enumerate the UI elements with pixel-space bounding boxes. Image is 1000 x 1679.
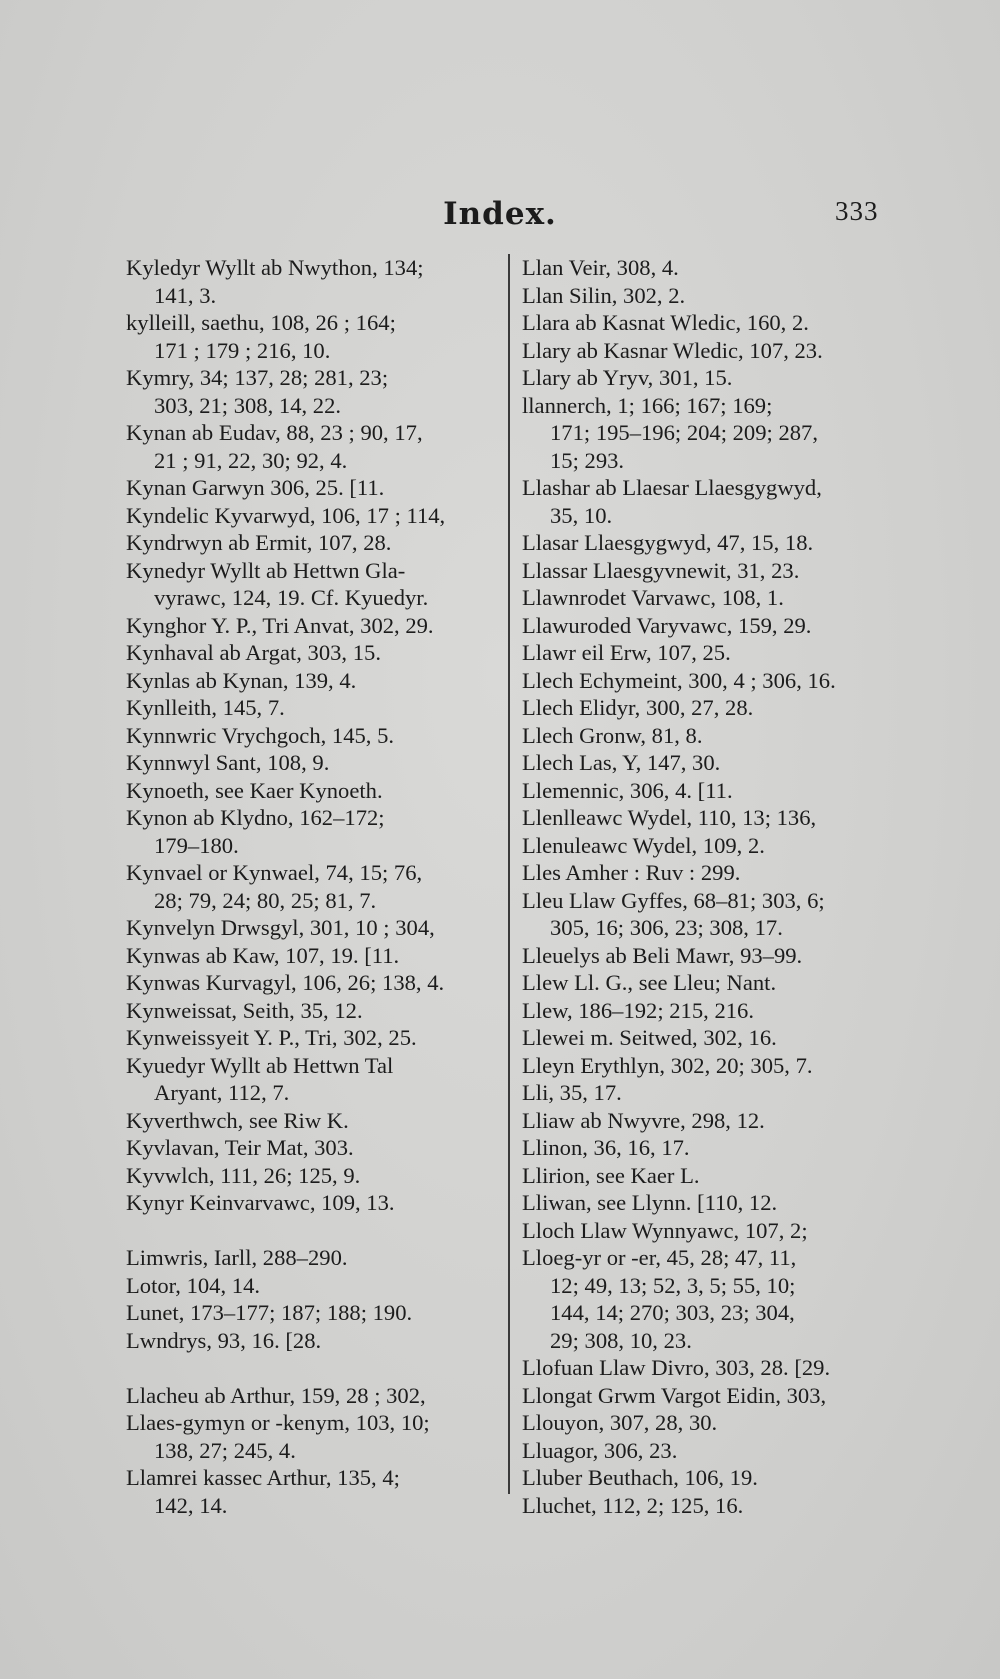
section-gap xyxy=(126,1354,492,1382)
index-entry-line: Lluagor, 306, 23. xyxy=(522,1437,678,1463)
index-entry-line: Lli, 35, 17. xyxy=(522,1080,622,1105)
index-entry-line: Llewei m. Seitwed, 302, 16. xyxy=(522,1025,777,1050)
index-entry xyxy=(522,364,894,392)
index-entry xyxy=(126,749,492,777)
index-entry xyxy=(126,804,492,859)
index-entry-line: Kynan Garwyn 306, 25. [11. xyxy=(126,475,385,500)
index-entry xyxy=(522,1409,894,1437)
index-entry-line: Kyvlavan, Teir Mat, 303. xyxy=(126,1135,354,1160)
index-entry-line: Kynwas Kurvagyl, 106, 26; 138, 4. xyxy=(126,970,445,995)
index-entry xyxy=(522,667,894,695)
index-entry-line: 21 ; 91, 22, 30; 92, 4. xyxy=(154,447,348,473)
index-entry-line: Llenlleawc Wydel, 110, 13; 136, xyxy=(522,805,817,830)
index-entry-line: Llech Gronw, 81, 8. xyxy=(522,722,703,748)
index-entry-line: Llofuan Llaw Divro, 303, 28. [29. xyxy=(522,1355,831,1380)
index-entry xyxy=(522,804,894,832)
index-entry-line: Kynweissyeit Y. P., Tri, 302, 25. xyxy=(126,1025,417,1050)
index-entry-line: Kynhaval ab Argat, 303, 15. xyxy=(126,640,381,665)
index-entry-line: Lleuelys ab Beli Mawr, 93–99. xyxy=(522,942,803,968)
index-entry xyxy=(522,1079,894,1107)
index-entry-line: Kynweissat, Seith, 35, 12. xyxy=(126,997,363,1023)
index-entry xyxy=(522,749,894,777)
index-entry-line: Kynnwric Vrychgoch, 145, 5. xyxy=(126,722,395,748)
index-entry-line: 138, 27; 245, 4. xyxy=(154,1437,296,1463)
index-entry-line: Lliwan, see Llynn. [110, 12. xyxy=(522,1190,778,1215)
index-entry xyxy=(522,859,894,887)
index-column-right xyxy=(522,254,894,1519)
index-entry-line: Llacheu ab Arthur, 159, 28 ; 302, xyxy=(126,1382,426,1408)
index-entry-line: 142, 14. xyxy=(154,1492,228,1518)
index-entry-line: 303, 21; 308, 14, 22. xyxy=(154,392,342,418)
index-entry xyxy=(126,914,492,942)
index-entry-line: 171; 195–196; 204; 209; 287, xyxy=(550,420,818,445)
index-entry xyxy=(522,474,894,529)
index-entry-line: Aryant, 112, 7. xyxy=(154,1080,290,1105)
index-entry-line: 29; 308, 10, 23. xyxy=(550,1327,692,1353)
index-column-left xyxy=(126,254,492,1519)
index-entry-line: Llirion, see Kaer L. xyxy=(522,1162,700,1188)
index-entry-line: Kymry, 34; 137, 28; 281, 23; xyxy=(126,365,389,390)
index-entry-line: Kynlas ab Kynan, 139, 4. xyxy=(126,667,357,693)
index-entry-line: Llech Las, Y, 147, 30. xyxy=(522,750,721,775)
index-entry-line: Kynvelyn Drwsgyl, 301, 10 ; 304, xyxy=(126,915,435,940)
index-entry-line: Llan Silin, 302, 2. xyxy=(522,282,686,308)
index-entry-line: 141, 3. xyxy=(154,282,217,308)
index-entry-line: Kynnwyl Sant, 108, 9. xyxy=(126,750,330,775)
index-entry-line: Llew Ll. G., see Lleu; Nant. xyxy=(522,970,777,995)
index-entry xyxy=(126,1052,492,1107)
index-entry xyxy=(126,502,492,530)
index-entry xyxy=(126,364,492,419)
index-entry-line: Llary ab Yryv, 301, 15. xyxy=(522,365,733,390)
column-divider xyxy=(508,254,510,1494)
index-entry-line: Kynyr Keinvarvawc, 109, 13. xyxy=(126,1190,395,1215)
index-entry xyxy=(126,722,492,750)
index-entry-line: Llaes-gymyn or -kenym, 103, 10; xyxy=(126,1410,430,1435)
index-entry xyxy=(522,612,894,640)
index-entry xyxy=(522,1024,894,1052)
index-entry xyxy=(522,1437,894,1465)
index-entry-line: Llawuroded Varyvawc, 159, 29. xyxy=(522,612,812,638)
index-entry xyxy=(126,667,492,695)
index-entry xyxy=(522,1052,894,1080)
index-entry-line: 305, 16; 306, 23; 308, 17. xyxy=(550,915,783,940)
index-entry-line: Llenuleawc Wydel, 109, 2. xyxy=(522,832,765,858)
index-entry-line: 179–180. xyxy=(154,832,239,858)
index-entry xyxy=(522,997,894,1025)
index-entry xyxy=(126,1024,492,1052)
index-entry xyxy=(522,584,894,612)
index-entry-line: Kyuedyr Wyllt ab Hettwn Tal xyxy=(126,1052,394,1078)
index-entry xyxy=(126,942,492,970)
index-entry-line: Lloeg-yr or -er, 45, 28; 47, 11, xyxy=(522,1245,797,1270)
index-entry-line: Llouyon, 307, 28, 30. xyxy=(522,1410,718,1435)
index-entry-line: Kynedyr Wyllt ab Hettwn Gla- xyxy=(126,557,406,583)
index-entry xyxy=(126,1107,492,1135)
index-entry xyxy=(522,392,894,475)
index-entry xyxy=(126,997,492,1025)
index-entry xyxy=(522,1382,894,1410)
index-entry xyxy=(126,1464,492,1519)
index-entry xyxy=(522,969,894,997)
index-entry-line: Kyledyr Wyllt ab Nwython, 134; xyxy=(126,255,424,280)
index-entry-line: Llamrei kassec Arthur, 135, 4; xyxy=(126,1465,400,1490)
index-entry-line: Llasar Llaesgygwyd, 47, 15, 18. xyxy=(522,530,814,555)
index-entry-line: Lluchet, 112, 2; 125, 16. xyxy=(522,1492,744,1518)
index-entry-line: 144, 14; 270; 303, 23; 304, xyxy=(550,1300,795,1325)
index-entry-line: 28; 79, 24; 80, 25; 81, 7. xyxy=(154,887,377,913)
index-entry xyxy=(522,557,894,585)
index-entry xyxy=(126,1272,492,1300)
index-entry-line: Llongat Grwm Vargot Eidin, 303, xyxy=(522,1382,827,1408)
index-entry xyxy=(126,474,492,502)
index-entry xyxy=(522,777,894,805)
index-entry xyxy=(522,529,894,557)
index-entry xyxy=(522,1217,894,1245)
index-entry-line: Lwndrys, 93, 16. [28. xyxy=(126,1327,322,1353)
index-entry xyxy=(522,1107,894,1135)
index-entry xyxy=(126,419,492,474)
index-entry xyxy=(126,1327,492,1355)
index-entry xyxy=(126,529,492,557)
index-entry-line: Llinon, 36, 16, 17. xyxy=(522,1135,690,1160)
index-entry-line: Kynon ab Klydno, 162–172; xyxy=(126,805,385,830)
index-entry xyxy=(522,722,894,750)
index-entry xyxy=(126,777,492,805)
section-gap xyxy=(126,1217,492,1245)
index-entry-line: Llemennic, 306, 4. [11. xyxy=(522,777,733,803)
index-entry-line: Kynghor Y. P., Tri Anvat, 302, 29. xyxy=(126,612,434,638)
index-entry-line: llannerch, 1; 166; 167; 169; xyxy=(522,392,773,418)
index-entry-line: Lliaw ab Nwyvre, 298, 12. xyxy=(522,1107,765,1133)
index-entry-line: Llashar ab Llaesar Llaesgygwyd, xyxy=(522,475,822,500)
index-entry xyxy=(522,309,894,337)
index-entry-line: Kyverthwch, see Riw K. xyxy=(126,1107,349,1133)
index-entry xyxy=(522,1162,894,1190)
index-entry-line: 171 ; 179 ; 216, 10. xyxy=(154,337,331,363)
index-entry-line: Llawnrodet Varvawc, 108, 1. xyxy=(522,585,784,610)
index-entry-line: 15; 293. xyxy=(550,447,625,473)
index-entry xyxy=(522,639,894,667)
index-entry-line: Lleu Llaw Gyffes, 68–81; 303, 6; xyxy=(522,887,825,913)
index-entry-line: Llassar Llaesgyvnewit, 31, 23. xyxy=(522,557,800,583)
index-entry-line: Lluber Beuthach, 106, 19. xyxy=(522,1465,758,1490)
page-title: Index. xyxy=(443,196,557,232)
index-entry-line: Kyndelic Kyvarwyd, 106, 17 ; 114, xyxy=(126,502,446,528)
index-entry xyxy=(126,859,492,914)
index-entry-line: Lles Amher : Ruv : 299. xyxy=(522,860,741,885)
index-entry-line: Lloch Llaw Wynnyawc, 107, 2; xyxy=(522,1217,808,1243)
index-entry xyxy=(126,1244,492,1272)
index-entry xyxy=(126,612,492,640)
index-entry-line: Llew, 186–192; 215, 216. xyxy=(522,997,754,1023)
index-entry xyxy=(522,694,894,722)
index-entry xyxy=(522,337,894,365)
index-entry-line: Limwris, Iarll, 288–290. xyxy=(126,1245,348,1270)
index-entry xyxy=(126,1409,492,1464)
index-entry-line: Llech Elidyr, 300, 27, 28. xyxy=(522,695,754,720)
index-entry xyxy=(522,1189,894,1217)
index-entry-line: Llan Veir, 308, 4. xyxy=(522,255,679,280)
index-entry-line: Kynoeth, see Kaer Kynoeth. xyxy=(126,777,383,803)
index-entry-line: Lotor, 104, 14. xyxy=(126,1272,261,1298)
index-entry xyxy=(522,942,894,970)
index-entry xyxy=(522,1492,894,1520)
index-entry xyxy=(126,557,492,612)
index-entry xyxy=(522,887,894,942)
index-entry xyxy=(126,309,492,364)
index-entry-line: Kyndrwyn ab Ermit, 107, 28. xyxy=(126,530,392,555)
index-entry xyxy=(126,694,492,722)
index-entry xyxy=(126,1134,492,1162)
index-entry-line: Llawr eil Erw, 107, 25. xyxy=(522,640,731,665)
index-entry-line: Llech Echymeint, 300, 4 ; 306, 16. xyxy=(522,667,836,693)
index-entry xyxy=(522,1134,894,1162)
index-entry-line: Kynlleith, 145, 7. xyxy=(126,695,285,720)
index-entry-line: Kynan ab Eudav, 88, 23 ; 90, 17, xyxy=(126,420,423,445)
index-entry xyxy=(126,1382,492,1410)
index-entry xyxy=(126,639,492,667)
index-entry-line: Llara ab Kasnat Wledic, 160, 2. xyxy=(522,310,809,335)
index-entry xyxy=(522,282,894,310)
index-entry-line: vyrawc, 124, 19. Cf. Kyuedyr. xyxy=(154,585,429,610)
index-entry xyxy=(522,1354,894,1382)
index-entry xyxy=(522,1244,894,1354)
index-entry-line: Llary ab Kasnar Wledic, 107, 23. xyxy=(522,337,823,363)
index-entry xyxy=(126,254,492,309)
index-entry xyxy=(522,1464,894,1492)
index-entry-line: Kyvwlch, 111, 26; 125, 9. xyxy=(126,1162,361,1188)
index-entry-line: Lunet, 173–177; 187; 188; 190. xyxy=(126,1300,413,1325)
index-entry xyxy=(522,832,894,860)
page-number: 333 xyxy=(835,196,879,226)
index-entry xyxy=(126,1189,492,1217)
index-entry-line: 35, 10. xyxy=(550,502,613,528)
index-entry-line: Kynwas ab Kaw, 107, 19. [11. xyxy=(126,942,400,968)
index-entry xyxy=(126,969,492,997)
index-entry-line: kylleill, saethu, 108, 26 ; 164; xyxy=(126,310,396,335)
index-entry-line: Kynvael or Kynwael, 74, 15; 76, xyxy=(126,860,423,885)
index-entry xyxy=(126,1299,492,1327)
index-entry xyxy=(126,1162,492,1190)
index-entry xyxy=(522,254,894,282)
index-entry-line: 12; 49, 13; 52, 3, 5; 55, 10; xyxy=(550,1272,796,1298)
index-entry-line: Lleyn Erythlyn, 302, 20; 305, 7. xyxy=(522,1052,813,1078)
